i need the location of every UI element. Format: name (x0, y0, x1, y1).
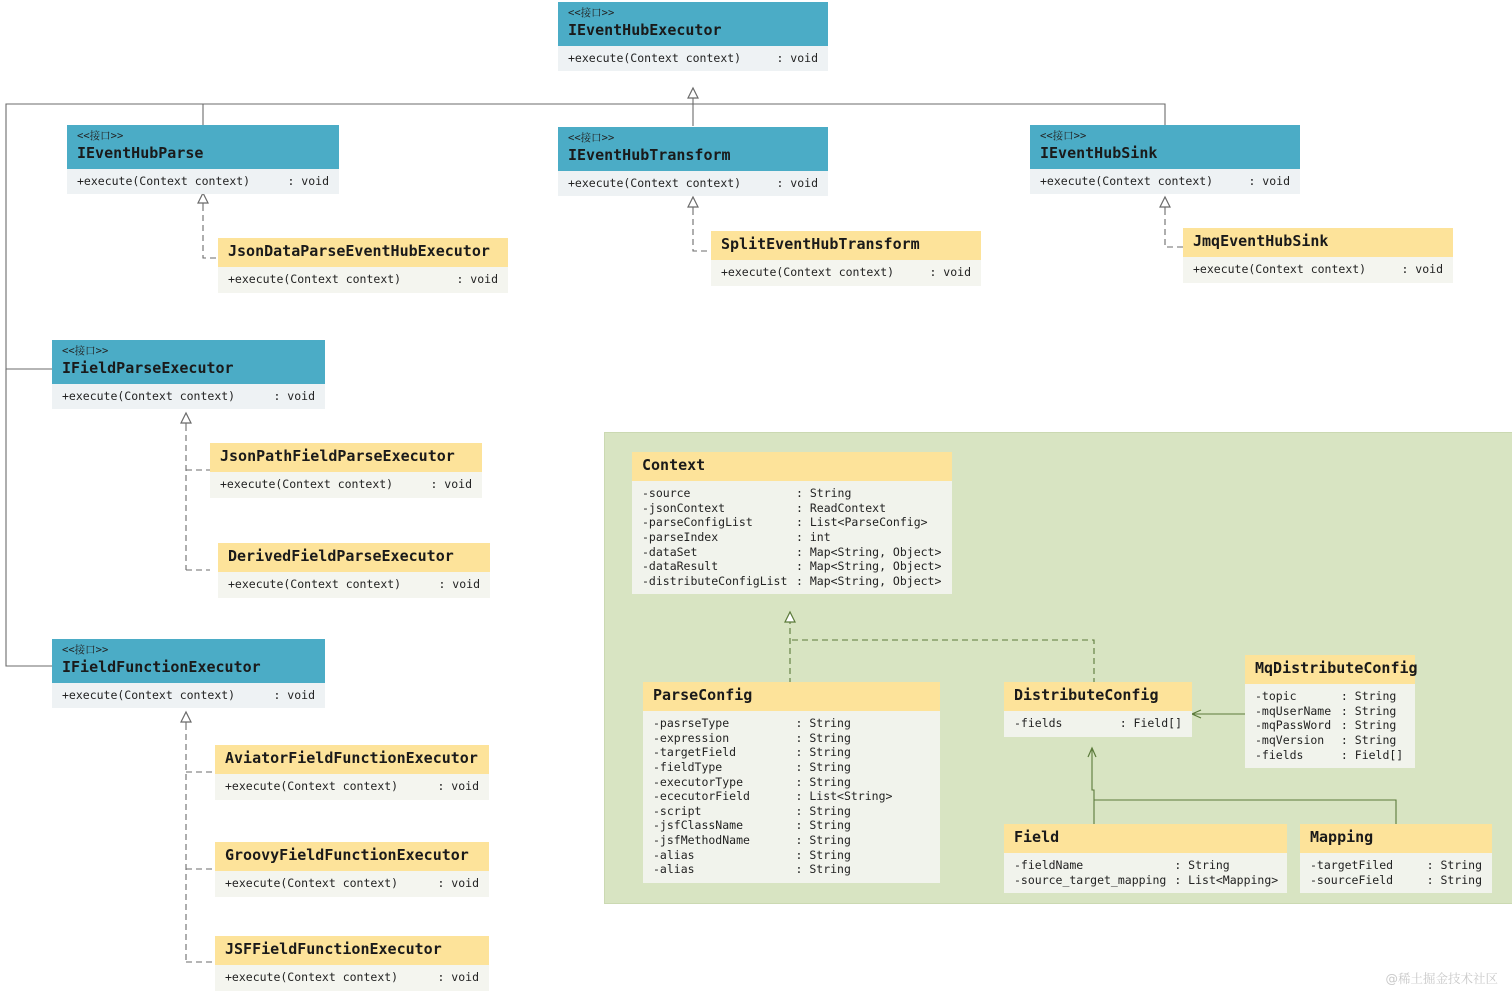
member-name: -fields (1014, 716, 1063, 731)
class-members (643, 711, 940, 883)
member-row (721, 265, 971, 279)
member-type: : String (795, 862, 851, 877)
class-name: JsonDataParseEventHubExecutor (228, 242, 490, 260)
member-name: -jsfClassName (653, 818, 744, 833)
class-name: IEventHubParse (77, 143, 204, 162)
class-members (210, 472, 482, 497)
member-type: : String (1340, 703, 1397, 718)
member-type: : String (1174, 858, 1230, 873)
class-name: Context (642, 456, 706, 474)
class-header (52, 639, 325, 683)
class-header (210, 443, 482, 472)
class-node-distributeconfig[interactable] (1004, 682, 1192, 737)
member-type: : void (1401, 262, 1443, 277)
member-type: : String (795, 745, 851, 760)
class-node-jsonpathfieldparseexecutor[interactable] (210, 443, 482, 498)
class-members (1183, 257, 1453, 282)
class-name: ParseConfig (653, 686, 753, 704)
class-node-ieventhubparse[interactable] (67, 125, 339, 194)
member-type: : void (437, 876, 479, 891)
member-type: : void (929, 265, 971, 280)
member-row (1014, 716, 1182, 731)
class-header (52, 340, 325, 384)
class-header (215, 842, 489, 871)
stereotype-label: <<接口>> (62, 345, 109, 357)
member-name: -mqUserName (1255, 703, 1332, 718)
class-members (67, 169, 339, 194)
member-row (228, 272, 498, 286)
member-name: +execute(Context context) (77, 173, 251, 188)
member-name: -source_target_mapping (1014, 872, 1167, 887)
class-header (218, 238, 508, 267)
member-row (62, 688, 315, 702)
member-name: -source (642, 486, 691, 501)
class-node-ieventhubsink[interactable] (1030, 125, 1300, 194)
member-type: : void (776, 50, 818, 65)
member-name: -dataSet (642, 544, 698, 559)
member-name: -expression (653, 730, 730, 745)
member-type: : void (456, 272, 498, 287)
member-name: -fieldName (1014, 858, 1084, 873)
member-name: -fieldType (653, 760, 723, 775)
class-header (1004, 682, 1192, 711)
member-name: -mqVersion (1255, 733, 1325, 748)
member-name: -parseConfigList (642, 515, 753, 530)
class-members (1030, 169, 1300, 194)
member-type: : String (1426, 858, 1482, 873)
class-members (215, 774, 489, 799)
class-members (711, 260, 981, 285)
member-type: : ReadContext (796, 500, 887, 515)
class-node-aviatorfieldfunctionexecutor[interactable] (215, 745, 489, 800)
member-row (568, 176, 818, 190)
member-name: -targetField (653, 745, 737, 760)
class-node-groovyfieldfunctionexecutor[interactable] (215, 842, 489, 897)
class-header (67, 125, 339, 169)
member-row (220, 477, 472, 491)
member-type: : Field[] (1340, 747, 1404, 762)
class-node-mqdistributeconfig[interactable] (1245, 655, 1418, 768)
class-name: GroovyFieldFunctionExecutor (225, 846, 469, 864)
member-type: : void (1248, 173, 1290, 188)
class-name: JmqEventHubSink (1193, 232, 1329, 250)
class-node-mapping[interactable] (1300, 824, 1492, 893)
class-name: IEventHubSink (1040, 143, 1158, 162)
member-type: : String (795, 774, 851, 789)
member-name: -dataResult (642, 559, 719, 574)
class-members (1245, 684, 1415, 768)
class-header (711, 231, 981, 260)
stereotype-label: <<接口>> (568, 7, 615, 19)
member-type: : String (796, 486, 852, 501)
member-name: -script (653, 803, 702, 818)
class-members (558, 171, 828, 196)
class-node-parseconfig[interactable] (643, 682, 940, 883)
class-header (1245, 655, 1418, 684)
member-name: -distributeConfigList (642, 573, 788, 588)
member-name: -pasrseType (653, 716, 730, 731)
member-name: +execute(Context context) (220, 477, 394, 492)
class-header (215, 936, 489, 965)
member-row (1040, 174, 1290, 188)
class-header (1183, 228, 1453, 257)
class-name: IFieldParseExecutor (62, 358, 234, 377)
member-type: : String (795, 847, 851, 862)
member-type: : int (796, 530, 831, 545)
member-name: +execute(Context context) (225, 779, 399, 794)
class-node-ifieldparseexecutor[interactable] (52, 340, 325, 409)
member-name: +execute(Context context) (568, 175, 742, 190)
member-row (1310, 858, 1482, 873)
class-node-ieventhubtransform[interactable] (558, 127, 828, 196)
member-name: -topic (1255, 689, 1297, 704)
member-type: : void (437, 970, 479, 985)
class-name: AviatorFieldFunctionExecutor (225, 749, 478, 767)
class-node-spliteventhubtransform[interactable] (711, 231, 981, 286)
member-row (62, 389, 315, 403)
class-members (52, 683, 325, 708)
member-type: : List<ParseConfig> (796, 515, 928, 530)
member-type: : Map<String, Object> (796, 559, 942, 574)
member-type: : String (1426, 872, 1482, 887)
member-type: : void (273, 687, 315, 702)
member-name: +execute(Context context) (62, 687, 236, 702)
class-node-ifieldfunctionexecutor[interactable] (52, 639, 325, 708)
member-type: : void (287, 173, 329, 188)
class-header (1030, 125, 1300, 169)
member-name: -parseIndex (642, 530, 719, 545)
class-name: DistributeConfig (1014, 686, 1159, 704)
class-name: IEventHubTransform (568, 145, 731, 164)
member-row (77, 174, 329, 188)
class-node-derivedfieldparseexecutor[interactable] (218, 543, 490, 598)
watermark: @稀土掘金技术社区 (1385, 971, 1498, 986)
member-name: +execute(Context context) (228, 272, 402, 287)
member-type: : void (273, 388, 315, 403)
class-members (1004, 853, 1287, 893)
class-header (632, 452, 952, 481)
member-type: : String (1340, 689, 1397, 704)
member-name: -fields (1255, 747, 1304, 762)
class-name: MqDistributeConfig (1255, 659, 1418, 677)
member-type: : String (1340, 718, 1397, 733)
class-header (215, 745, 489, 774)
member-type: : String (1340, 733, 1397, 748)
member-type: : String (795, 803, 851, 818)
member-name: +execute(Context context) (1040, 173, 1214, 188)
member-type: : List<Mapping> (1174, 872, 1279, 887)
class-members (215, 871, 489, 896)
class-name: SplitEventHubTransform (721, 235, 920, 253)
member-type: : String (795, 833, 851, 847)
class-members (218, 267, 508, 292)
member-row (1310, 873, 1482, 888)
member-name: +execute(Context context) (62, 388, 236, 403)
member-row (568, 51, 818, 65)
class-name: JsonPathFieldParseExecutor (220, 447, 455, 465)
class-node-ieventhubexecutor[interactable] (558, 2, 828, 71)
class-node-jsondataparseeventhubexecutor[interactable] (218, 238, 508, 293)
class-header (643, 682, 940, 711)
class-members (1004, 711, 1192, 737)
class-header (1300, 824, 1492, 853)
member-type: : void (438, 577, 480, 592)
class-members (632, 481, 952, 594)
member-name: -targetFiled (1310, 858, 1394, 873)
member-type: : Map<String, Object> (796, 573, 942, 588)
member-name: -alias (653, 847, 695, 862)
class-header (1004, 824, 1287, 853)
member-name: +execute(Context context) (228, 577, 402, 592)
class-members (52, 384, 325, 409)
class-header (218, 543, 490, 572)
class-name: Field (1014, 828, 1060, 846)
class-header (558, 127, 828, 171)
member-row (225, 876, 479, 890)
member-row (228, 577, 480, 591)
class-members (1300, 853, 1492, 893)
class-members (558, 46, 828, 71)
member-type: : String (795, 716, 851, 731)
member-type: : void (437, 779, 479, 794)
member-name: -sourceField (1310, 872, 1394, 887)
member-name: +execute(Context context) (1193, 262, 1367, 277)
member-name: -ececutorField (653, 789, 750, 804)
member-type: : String (795, 818, 851, 833)
member-name: +execute(Context context) (568, 50, 742, 65)
member-type: : Field[] (1119, 716, 1182, 731)
member-name: -executorType (653, 774, 744, 789)
member-row (1193, 262, 1443, 276)
class-node-context[interactable] (632, 452, 952, 594)
member-name: -jsfMethodName (653, 833, 750, 847)
member-name: +execute(Context context) (225, 970, 399, 985)
member-row (225, 970, 479, 984)
member-type: : List<String> (795, 789, 893, 804)
class-members (215, 965, 489, 990)
member-type: : String (795, 760, 851, 775)
member-type: : void (430, 477, 472, 492)
class-node-jsffieldfunctionexecutor[interactable] (215, 936, 489, 991)
class-name: IEventHubExecutor (568, 20, 722, 39)
member-name: +execute(Context context) (225, 876, 399, 891)
stereotype-label: <<接口>> (62, 644, 109, 656)
class-name: IFieldFunctionExecutor (62, 657, 261, 676)
class-node-jmqeventhubsink[interactable] (1183, 228, 1453, 283)
member-type: : String (795, 730, 851, 745)
class-members (218, 572, 490, 597)
member-name: +execute(Context context) (721, 265, 895, 280)
stereotype-label: <<接口>> (568, 132, 615, 144)
member-type: : Map<String, Object> (796, 544, 942, 559)
stereotype-label: <<接口>> (77, 130, 124, 142)
stereotype-label: <<接口>> (1040, 130, 1087, 142)
class-name: Mapping (1310, 828, 1374, 846)
class-name: DerivedFieldParseExecutor (228, 547, 454, 565)
member-name: -jsonContext (642, 500, 726, 515)
class-node-field[interactable] (1004, 824, 1287, 893)
member-name: -alias (653, 862, 695, 877)
class-header (558, 2, 828, 46)
member-row (225, 779, 479, 793)
class-name: JSFFieldFunctionExecutor (225, 940, 442, 958)
member-name: -mqPassWord (1255, 718, 1332, 733)
member-type: : void (776, 175, 818, 190)
